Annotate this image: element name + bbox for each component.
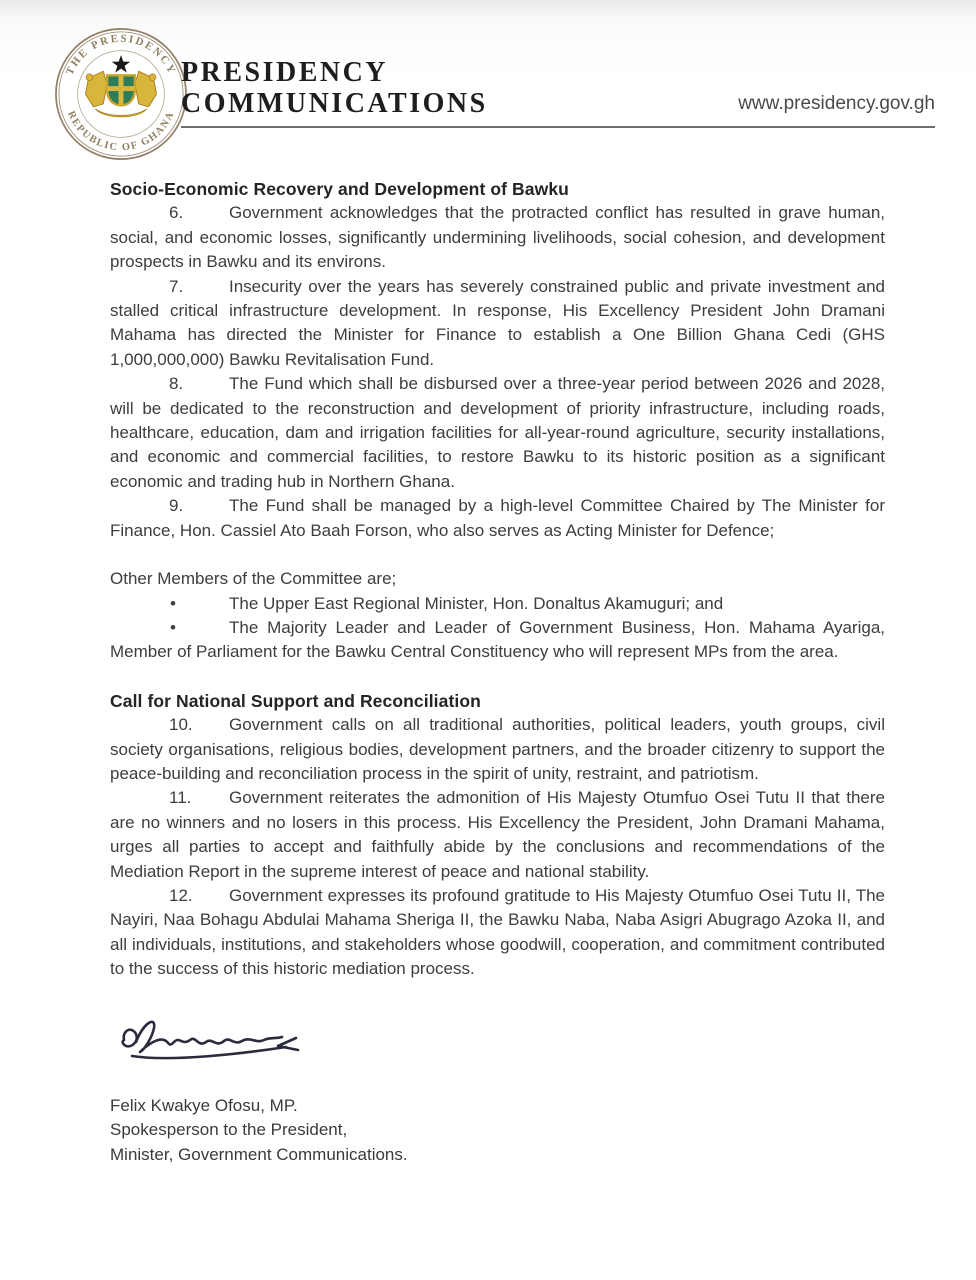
- paragraph-number: 9.: [169, 496, 184, 516]
- header-divider: [181, 126, 935, 128]
- paragraph-text: Government expresses its profound gratitude to His Majesty Otumfuo Osei Tutu II, The Nayiri, Naa Bohagu Abdulai Mahama Sheriga II, the Bawku Naba, Naba Asigri Abugrago Azoka II, and all individuals, institutions, and stakeholders whose goodwill, cooperation, and commitment contributed to the success of this historic mediation process.: [110, 885, 885, 979]
- paragraph-7: [110, 275, 885, 373]
- brand-line1: PRESIDENCY: [181, 57, 389, 88]
- document-body: [110, 177, 885, 1167]
- paragraph-8: [110, 372, 885, 494]
- paragraph-11: [110, 786, 885, 884]
- paragraph-12: [110, 884, 885, 982]
- paragraph-9: [110, 494, 885, 543]
- signatory-title-2: Minister, Government Communications.: [110, 1144, 408, 1164]
- paragraph-text: Insecurity over the years has severely constrained public and private investment and stalled critical infrastructure development. In response, His Excellency President John Dramani Mahama has directed the Minister for Finance to establish a One Billion Ghana Cedi (GHS 1,000,000,000) Bawku Revitalisation Fund.: [110, 276, 885, 369]
- signatory-name: Felix Kwakye Ofosu, MP.: [110, 1095, 298, 1115]
- paragraph-text: Government calls on all traditional authorities, political leaders, youth groups, civil society organisations, religious bodies, development partners, and the broader citizenry to support the peace-building and reconciliation process in the spirit of unity, restraint, and patriotism.: [110, 715, 885, 783]
- paragraph-number: 12.: [169, 885, 193, 905]
- paragraph-number: 6.: [169, 203, 184, 223]
- signature-image: [110, 1004, 325, 1068]
- paragraph-text: Government reiterates the admonition of His Majesty Otumfuo Osei Tutu II that there are no winners and no losers in this process. His Excellency the President, John Dramani Mahama, urges all parties to accept and faithfully abide by the conclusions and recommendations of the Mediation Report in the supreme interest of peace and national stability.: [110, 788, 885, 881]
- paragraph-number: 7.: [169, 276, 184, 296]
- signature-area: [110, 1004, 885, 1068]
- paragraph-text: Government acknowledges that the protracted conflict has resulted in grave human, social, and economic losses, significantly undermining livelihoods, social cohesion, and development prospects in Bawku and its environs.: [110, 203, 885, 272]
- member-bullet-2: [110, 616, 885, 665]
- member-text: The Majority Leader and Leader of Government Business, Hon. Mahama Ayariga, Member of Parliament for the Bawku Central Constituency who will represent MPs from the area.: [110, 617, 885, 662]
- section-heading-national-support: Call for National Support and Reconciliation: [110, 690, 481, 711]
- paragraph-number: 10.: [169, 715, 193, 735]
- paragraph-10: [110, 713, 885, 786]
- signatory-title-1: Spokesperson to the President,: [110, 1120, 348, 1140]
- member-text: The Upper East Regional Minister, Hon. Donaltus Akamuguri; and: [229, 593, 724, 613]
- presidency-seal-logo: [52, 25, 190, 163]
- bullet-icon: •: [170, 593, 176, 613]
- document-header: [0, 0, 976, 170]
- paragraph-number: 8.: [169, 374, 184, 394]
- seal-arc-top-text: THE PRESIDENCY: [63, 32, 179, 77]
- seal-arc-bottom-text: REPUBLIC OF GHANA: [65, 109, 177, 154]
- paragraph-6: [110, 201, 885, 274]
- website-url: www.presidency.gov.gh: [738, 93, 935, 114]
- brand-line2: COMMUNICATIONS: [181, 88, 488, 119]
- paragraph-number: 11.: [169, 788, 192, 808]
- paragraph-text: The Fund shall be managed by a high-level Committee Chaired by The Minister for Finance, Hon. Cassiel Ato Baah Forson, who also serves as Acting Minister for Defence;: [110, 496, 885, 540]
- members-intro: Other Members of the Committee are;: [110, 569, 397, 589]
- brand-title: [181, 57, 488, 119]
- bullet-icon: •: [170, 617, 176, 637]
- section-heading-socio-economic: Socio-Economic Recovery and Development of Bawku: [110, 179, 569, 199]
- paragraph-text: The Fund which shall be disbursed over a three-year period between 2026 and 2028, will be dedicated to the reconstruction and development of priority infrastructure, including roads, healthcare, education, dam and irrigation facilities for all-year-round agriculture, security installations, and economic and commercial facilities, to restore Bawku to its historic position as a significant economic and trading hub in Northern Ghana.: [110, 374, 885, 491]
- member-bullet-1: [110, 592, 885, 616]
- signatory-block: [110, 1094, 885, 1168]
